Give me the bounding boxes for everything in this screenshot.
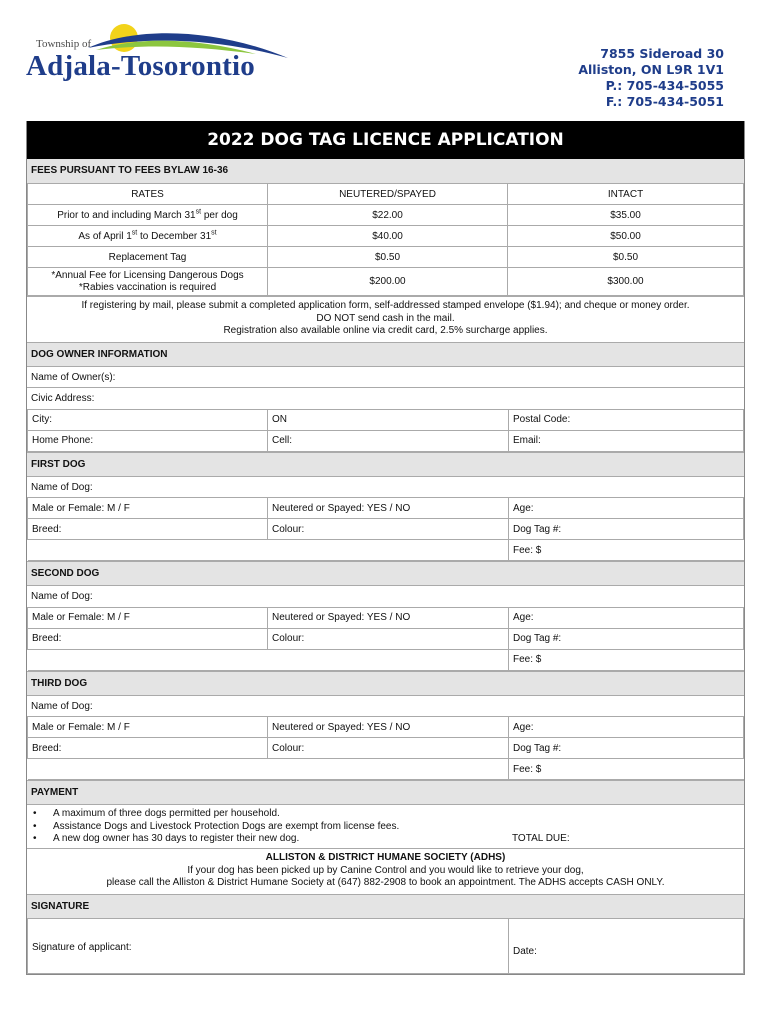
township-address — [578, 46, 724, 110]
rate-label: Prior to and including March 31st per dog — [28, 205, 268, 226]
dog-age-field[interactable]: Age: — [509, 717, 744, 738]
civic-address-field[interactable]: Civic Address: — [27, 387, 744, 409]
dog-name-field[interactable]: Name of Dog: — [27, 476, 744, 498]
dog-name-field[interactable]: Name of Dog: — [27, 695, 744, 717]
first-dog-heading: FIRST DOG — [27, 452, 744, 476]
empty-cell — [28, 649, 268, 670]
rate-label: *Annual Fee for Licensing Dangerous Dogs *Rabies vaccination is required — [28, 268, 268, 296]
date-field[interactable]: Date: — [509, 918, 744, 973]
dog-fee-field[interactable]: Fee: $ — [509, 759, 744, 780]
licence-form — [26, 121, 745, 975]
dog-tag-field[interactable]: Dog Tag #: — [509, 628, 744, 649]
signature-section-heading: SIGNATURE — [27, 894, 744, 918]
dog-sex-field[interactable]: Male or Female: M / F — [28, 498, 268, 519]
neutered-fee: $200.00 — [268, 268, 508, 296]
neutered-header: NEUTERED/SPAYED — [268, 184, 508, 205]
address-fax: F.: 705-434-5051 — [605, 94, 724, 109]
dog-age-field[interactable]: Age: — [509, 498, 744, 519]
address-street: 7855 Sideroad 30 — [600, 46, 724, 61]
form-title: 2022 DOG TAG LICENCE APPLICATION — [27, 121, 744, 159]
list-item: • A new dog owner has 30 days to register their new dog. — [53, 833, 399, 846]
adhs-line: please call the Alliston & District Humane Society at (647) 882-2908 to book an appointment. The ADHS accepts CASH ONLY. — [106, 877, 665, 888]
intact-fee: $50.00 — [508, 226, 744, 247]
fees-row-early — [28, 205, 744, 226]
logo-name-text: Adjala-Tosorontio — [26, 50, 255, 82]
dog-sex-field[interactable]: Male or Female: M / F — [28, 607, 268, 628]
second-dog-heading: SECOND DOG — [27, 561, 744, 585]
dog-tag-field[interactable]: Dog Tag #: — [509, 738, 744, 759]
neutered-fee: $0.50 — [268, 247, 508, 268]
mail-registration-note: If registering by mail, please submit a completed application form, self-addressed stamped envelope ($1.94); and cheque or money order. DO NOT send cash in the mail. Registration also available online via credit card, 2.5% surcharge applies. — [27, 296, 744, 342]
dog-breed-field[interactable]: Breed: — [28, 628, 268, 649]
dog-colour-field[interactable]: Colour: — [268, 738, 509, 759]
dog-breed-field[interactable]: Breed: — [28, 738, 268, 759]
humane-society-notice — [27, 848, 744, 894]
dog-neutered-field[interactable]: Neutered or Spayed: YES / NO — [268, 498, 509, 519]
empty-cell — [268, 540, 509, 561]
owner-name-field[interactable]: Name of Owner(s): — [27, 366, 744, 388]
adhs-line: If your dog has been picked up by Canine Control and you would like to retrieve your dog, — [187, 864, 584, 876]
first-dog-table — [27, 497, 744, 561]
fees-row-replacement — [28, 247, 744, 268]
payment-section-heading: PAYMENT — [27, 780, 744, 804]
signature-field[interactable]: Signature of applicant: — [28, 918, 509, 973]
dog-neutered-field[interactable]: Neutered or Spayed: YES / NO — [268, 717, 509, 738]
rates-header: RATES — [28, 184, 268, 205]
dog-colour-field[interactable]: Colour: — [268, 519, 509, 540]
list-item: • Assistance Dogs and Livestock Protection Dogs are exempt from license fees. — [53, 821, 399, 834]
dog-name-field[interactable]: Name of Dog: — [27, 585, 744, 607]
city-field[interactable]: City: — [28, 409, 268, 430]
address-city: Alliston, ON L9R 1V1 — [578, 62, 724, 77]
neutered-fee: $40.00 — [268, 226, 508, 247]
third-dog-table — [27, 716, 744, 780]
dog-age-field[interactable]: Age: — [509, 607, 744, 628]
empty-cell — [28, 540, 268, 561]
dog-neutered-field[interactable]: Neutered or Spayed: YES / NO — [268, 607, 509, 628]
total-due-field[interactable]: TOTAL DUE: — [512, 833, 570, 844]
dog-tag-field[interactable]: Dog Tag #: — [509, 519, 744, 540]
dog-breed-field[interactable]: Breed: — [28, 519, 268, 540]
owner-contact-table — [27, 409, 744, 452]
intact-fee: $35.00 — [508, 205, 744, 226]
dog-fee-field[interactable]: Fee: $ — [509, 540, 744, 561]
empty-cell — [268, 759, 509, 780]
dog-fee-field[interactable]: Fee: $ — [509, 649, 744, 670]
postal-code-field[interactable]: Postal Code: — [509, 409, 744, 430]
dog-colour-field[interactable]: Colour: — [268, 628, 509, 649]
intact-header: INTACT — [508, 184, 744, 205]
payment-box — [27, 804, 744, 848]
list-item: • A maximum of three dogs permitted per household. — [53, 808, 399, 821]
fees-table — [27, 183, 744, 296]
home-phone-field[interactable]: Home Phone: — [28, 430, 268, 451]
signature-table — [27, 918, 744, 974]
township-logo — [26, 18, 296, 88]
fees-row-dangerous — [28, 268, 744, 296]
second-dog-table — [27, 607, 744, 671]
neutered-fee: $22.00 — [268, 205, 508, 226]
intact-fee: $0.50 — [508, 247, 744, 268]
rate-label: As of April 1st to December 31st — [28, 226, 268, 247]
address-phone: P.: 705-434-5055 — [605, 78, 724, 93]
empty-cell — [28, 759, 268, 780]
email-field[interactable]: Email: — [509, 430, 744, 451]
fees-header-row — [28, 184, 744, 205]
dog-sex-field[interactable]: Male or Female: M / F — [28, 717, 268, 738]
empty-cell — [268, 649, 509, 670]
intact-fee: $300.00 — [508, 268, 744, 296]
owner-section-heading: DOG OWNER INFORMATION — [27, 342, 744, 366]
adhs-heading: ALLISTON & DISTRICT HUMANE SOCIETY (ADHS) — [265, 852, 506, 863]
fees-section-heading: FEES PURSUANT TO FEES BYLAW 16-36 — [27, 159, 744, 183]
rate-label: Replacement Tag — [28, 247, 268, 268]
third-dog-heading: THIRD DOG — [27, 671, 744, 695]
province-field[interactable]: ON — [268, 409, 509, 430]
payment-rules-list — [53, 808, 399, 846]
fees-row-late — [28, 226, 744, 247]
logo-township-text: Township of — [36, 38, 92, 50]
cell-field[interactable]: Cell: — [268, 430, 509, 451]
